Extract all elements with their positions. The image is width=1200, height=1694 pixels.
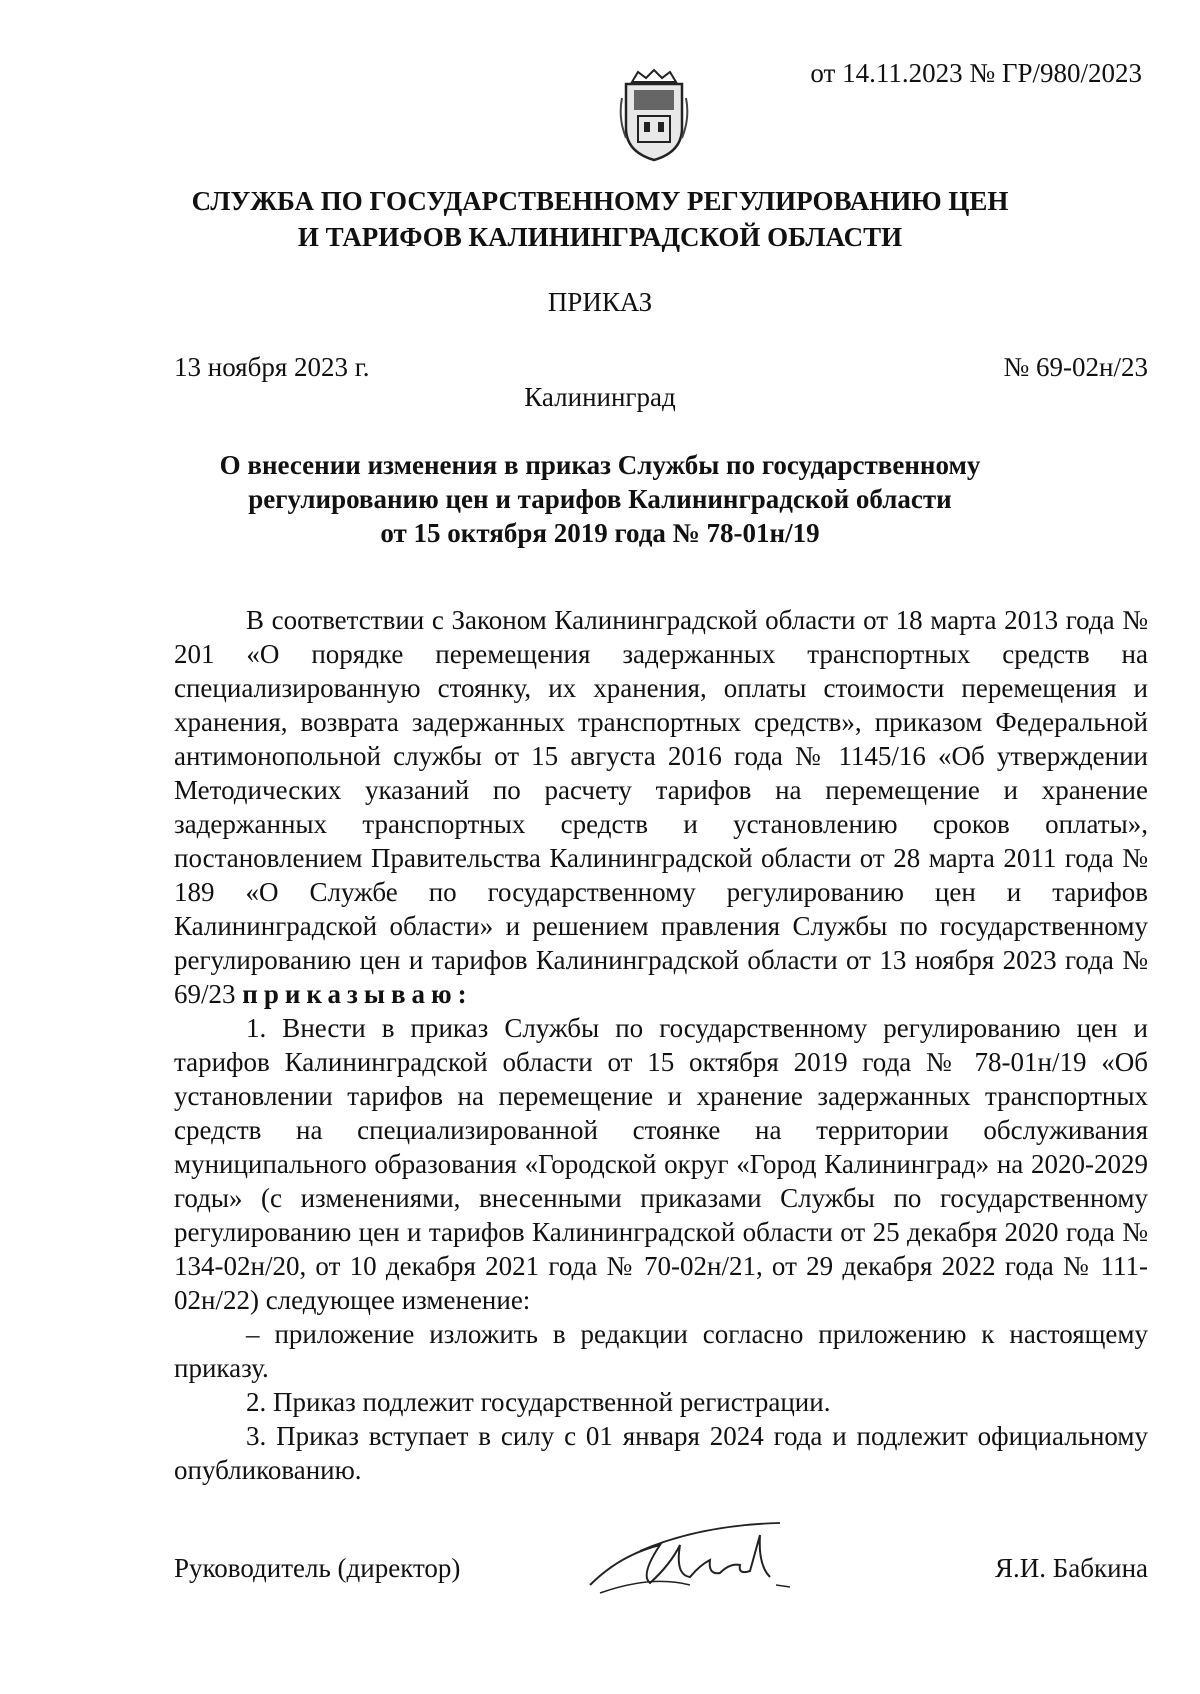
document-type: ПРИКАЗ [547, 287, 653, 317]
title-line-1: О внесении изменения в приказ Службы по государственному [219, 450, 981, 480]
agency-name-line-2: И ТАРИФОВ КАЛИНИНГРАДСКОЙ ОБЛАСТИ [297, 222, 903, 252]
item-2-paragraph: 2. Приказ подлежит государственной регистрации. [246, 1387, 831, 1417]
signatory-name: Я.И. Бабкина [995, 1553, 1148, 1583]
document-city: Калининград [524, 382, 676, 412]
document-body [174, 603, 1148, 1487]
order-word: приказываю: [242, 979, 473, 1009]
title-line-2: регулированию цен и тарифов Калининградской области [248, 484, 952, 514]
document-title [0, 448, 1200, 550]
preamble-text: В соответствии с Законом Калининградской области от 18 марта 2013 года № 201 «О порядке перемещения задержанных транспортных средств на специализированную стоянку, их хранения, оплаты стоимости перемещения и хранения, возврата задержанных транспортных средств», приказом Федеральной антимонопольной службы от 15 августа 2016 года № 1145/16 «Об утверждении Методических указаний по расчету тарифов на перемещение и хранение задержанных транспортных средств и установлению сроков оплаты», постановлением Правительства Калининградской области от 28 марта 2011 года № 189 «О Службе по государственному регулированию цен и тарифов Калининградской области» и решением правления Службы по государственному регулированию цен и тарифов Калининградской области от 13 ноября 2023 года № 69/23 [174, 605, 1148, 1009]
document-date: 13 ноября 2023 г. [174, 352, 370, 382]
signatory-position: Руководитель (директор) [174, 1553, 461, 1583]
coat-of-arms-icon [618, 68, 690, 164]
title-line-3: от 15 октября 2019 года № 78-01н/19 [380, 518, 820, 548]
agency-name-line-1: СЛУЖБА ПО ГОСУДАРСТВЕННОМУ РЕГУЛИРОВАНИЮ ЦЕН [191, 186, 1009, 216]
document-number: № 69-02н/23 [1003, 352, 1148, 382]
registration-stamp: от 14.11.2023 № ГР/980/2023 [810, 58, 1142, 88]
agency-name [0, 183, 1200, 255]
item-3-paragraph: 3. Приказ вступает в силу с 01 января 2024 года и подлежит официальному опубликованию. [174, 1421, 1148, 1485]
item-1-paragraph: 1. Внести в приказ Службы по государственному регулированию цен и тарифов Калининградской области от 15 октября 2019 года № 78-01н/19 «Об установлении тарифов на перемещение и хранение задержанных транспортных средств на специализированной стоянке на территории обслуживания муниципального образования «Городской округ «Город Калининград» на 2020-2029 годы» (с изменениями, внесенными приказами Службы по государственному регулированию цен и тарифов Калининградской области от 25 декабря 2020 года № 134-02н/20, от 10 декабря 2021 года № 70-02н/21, от 29 декабря 2022 года № 111-02н/22) следующее изменение: [174, 1013, 1148, 1315]
preamble-paragraph [174, 603, 1148, 1011]
item-1-sub-paragraph: – приложение изложить в редакции согласно приложению к настоящему приказу. [174, 1319, 1148, 1383]
handwritten-signature [580, 1515, 820, 1605]
